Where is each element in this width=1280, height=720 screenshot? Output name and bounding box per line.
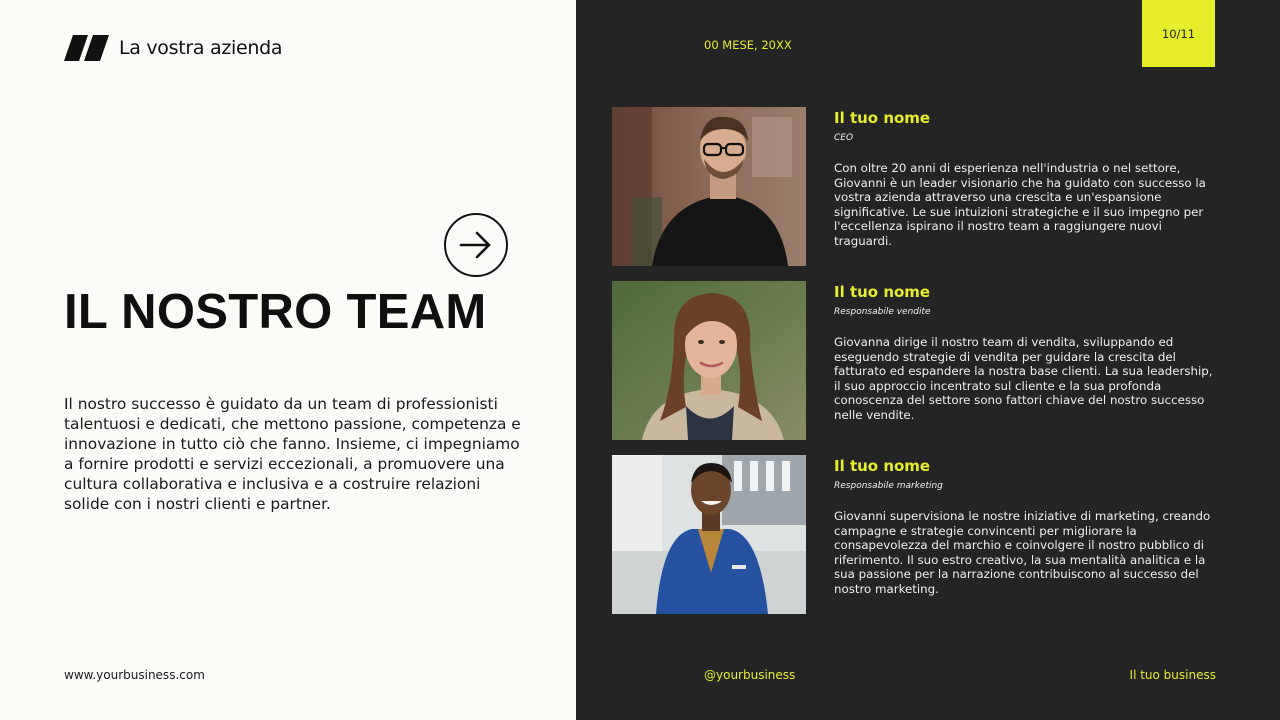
member-info [834, 455, 1218, 596]
member-bio: Con oltre 20 anni di esperienza nell'industria o nel settore, Giovanni è un leader visionario che ha guidato con successo la vostra azienda attraverso una crescita e un'espansione significative. Le sue intuizioni strategiche e il suo impegno per l'eccellenza ispirano il nostro team a raggiungere nuovi traguardi. [834, 161, 1206, 248]
website-link[interactable]: www.yourbusiness.com [64, 668, 205, 682]
member-bio: Giovanna dirige il nostro team di vendita, sviluppando ed eseguendo strategie di vendita per guidare la crescita del fatturato ed espandere la nostra base clienti. La sua leadership, il suo approccio incentrato sul cliente e la sua profonda conoscenza del settore sono fattori chiave del nostro successo nelle vendite. [834, 335, 1213, 422]
date-label: 00 MESE, 20XX [704, 38, 792, 52]
member-role: Responsabile vendite [834, 307, 931, 317]
left-panel [0, 0, 576, 720]
team-member-card [612, 107, 1216, 266]
team-member-card [612, 455, 1216, 614]
member-name: Il tuo nome [834, 283, 931, 301]
member-name: Il tuo nome [834, 457, 931, 475]
member-info [834, 281, 1218, 422]
member-role: Responsabile marketing [834, 481, 943, 491]
member-photo [612, 107, 806, 266]
social-handle-link[interactable]: @yourbusiness [704, 668, 796, 682]
member-photo [612, 281, 806, 440]
next-arrow-button[interactable] [444, 213, 508, 277]
member-info [834, 107, 1218, 248]
business-name: Il tuo business [1129, 668, 1216, 682]
page-number: 10/11 [1161, 26, 1196, 41]
intro-paragraph: Il nostro successo è guidato da un team di professionisti talentuosi e dedicati, che mettono passione, competenza e innovazione in tutto ciò che fanno. Insieme, ci impegniamo a fornire prodotti e servizi eccezionali, a promuovere una cultura collaborativa e inclusiva e a costruire relazioni solide con i nostri clienti e partner. [64, 395, 521, 513]
page-number-badge [1142, 0, 1215, 67]
logo-mark-icon [64, 35, 110, 61]
company-logo[interactable] [64, 35, 282, 61]
member-bio: Giovanni supervisiona le nostre iniziative di marketing, creando campagne e strategie convincenti per migliorare la consapevolezza del marchio e coinvolgere il nostro pubblico di riferimento. Il suo estro creativo, la sua mentalità analitica e la sua passione per la narrazione contribuiscono al successo del nostro marketing. [834, 509, 1211, 596]
member-name: Il tuo nome [834, 109, 931, 127]
member-photo [612, 455, 806, 614]
arrow-right-icon [459, 230, 493, 260]
member-role: CEO [834, 133, 854, 143]
logo-text: La vostra azienda [119, 37, 283, 59]
page-title: IL NOSTRO TEAM [64, 285, 487, 339]
team-member-card [612, 281, 1216, 440]
